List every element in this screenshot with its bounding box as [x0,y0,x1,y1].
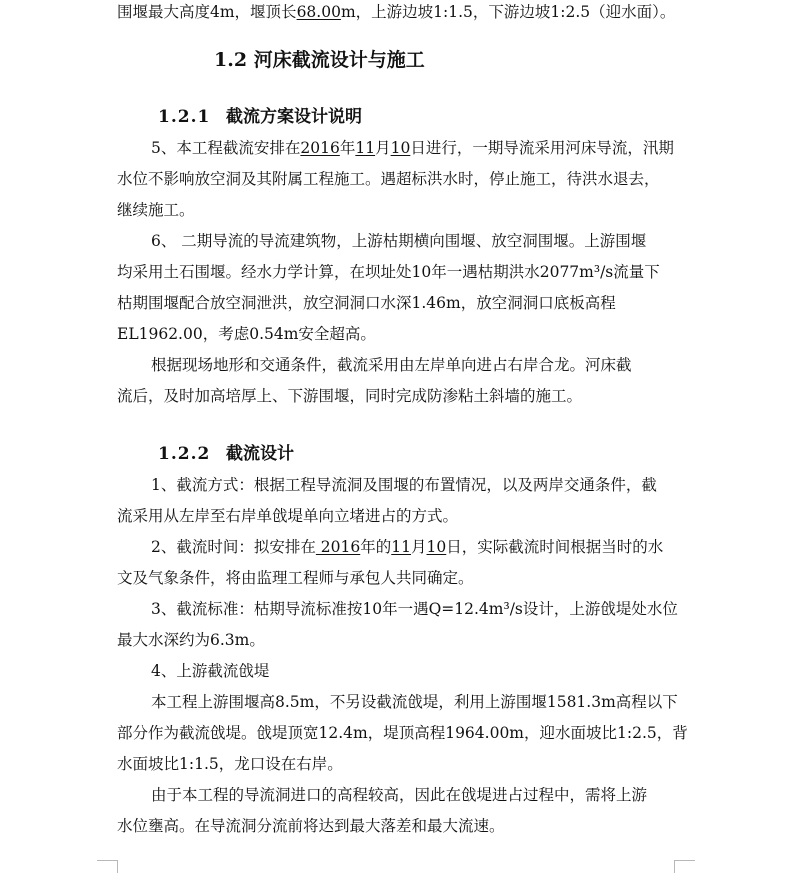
subsection-heading [158,106,362,128]
text-run: 月 [411,538,427,556]
text-line: 6、 二期导流的导流建筑物，上游枯期横向围堰、放空洞围堰。上游围堰 [151,232,647,250]
text-run: 2、截流时间：拟安排在 [151,538,316,556]
text-line: 均采用土石围堰。经水力学计算，在坝址处10年一遇枯期洪水2077m³/s流量下 [117,263,660,281]
underlined-value: 11 [391,538,411,556]
page-corner-mark-right [674,860,695,873]
text-run: 月 [375,139,391,157]
text-run: 5、本工程截流安排在 [151,139,301,157]
text-line: 水位不影响放空洞及其附属工程施工。遇超标洪水时，停止施工，待洪水退去， [117,170,660,188]
section-number: 1.2 [214,49,248,71]
subsection-number: 1.2.2 [158,444,211,464]
page-corner-mark-left [97,860,118,873]
text-run: 年 [339,139,356,157]
subsection-heading [158,443,294,465]
text-line: 4、上游截流戗堤 [151,662,270,680]
text-line: 水面坡比1:1.5，龙口设在右岸。 [117,755,343,773]
underlined-value: 68.00 [296,3,341,21]
text-line: 枯期围堰配合放空洞泄洪，放空洞洞口水深1.46m，放空洞洞口底板高程 [117,294,616,312]
text-line: 1、截流方式：根据工程导流洞及围堰的布置情况，以及两岸交通条件，截 [151,476,657,494]
text-line: 本工程上游围堰高8.5m，不另设截流戗堤，利用上游围堰1581.3m高程以下 [151,693,678,711]
text-line [117,2,675,22]
text-line: 文及气象条件，将由监理工程师与承包人共同确定。 [117,569,474,587]
text-line: EL1962.00，考虑0.54m安全超高。 [117,325,376,343]
section-heading [214,48,425,72]
text-line: 由于本工程的导流洞进口的高程较高，因此在戗堤进占过程中，需将上游 [151,786,648,804]
subsection-number: 1.2.1 [158,107,211,127]
text-run: 围堰最大高度4m，堰顶长 [117,3,297,21]
underlined-value: 10 [426,538,447,556]
text-run: m，上游边坡1:1.5，下游边坡1:2.5（迎水面）。 [340,3,676,21]
underlined-value: 11 [355,139,376,157]
text-run: 日进行，一期导流采用河床导流，汛期 [410,139,674,157]
text-line: 根据现场地形和交通条件，截流采用由左岸单向进占右岸合龙。河床截 [151,356,632,374]
text-line: 3、截流标准：枯期导流标准按10年一遇Q=12.4m³/s设计，上游戗堤处水位 [151,600,678,618]
underlined-value: 2016 [300,139,340,157]
text-line: 流后，及时加高培厚上、下游围堰，同时完成防渗粘土斜墙的施工。 [117,387,583,405]
section-title: 河床截流设计与施工 [253,49,425,71]
subsection-title: 截流设计 [226,444,294,464]
text-run: 年的 [360,538,392,556]
text-line: 部分作为截流戗堤。戗堤顶宽12.4m，堤顶高程1964.00m，迎水面坡比1:2.5，背 [117,724,688,742]
text-line: 流采用从左岸至右岸单戗堤单向立堵进占的方式。 [117,507,459,525]
text-line: 最大水深约为6.3m。 [117,631,265,649]
text-line: 水位壅高。在导流洞分流前将达到最大落差和最大流速。 [117,817,505,835]
text-run: 日，实际截流时间根据当时的水 [446,538,664,556]
underlined-value: 10 [390,139,411,157]
underlined-value: 2016 [315,538,361,556]
subsection-title: 截流方案设计说明 [226,107,362,127]
text-line [151,138,674,158]
text-line [151,537,663,557]
text-line: 继续施工。 [117,201,195,219]
